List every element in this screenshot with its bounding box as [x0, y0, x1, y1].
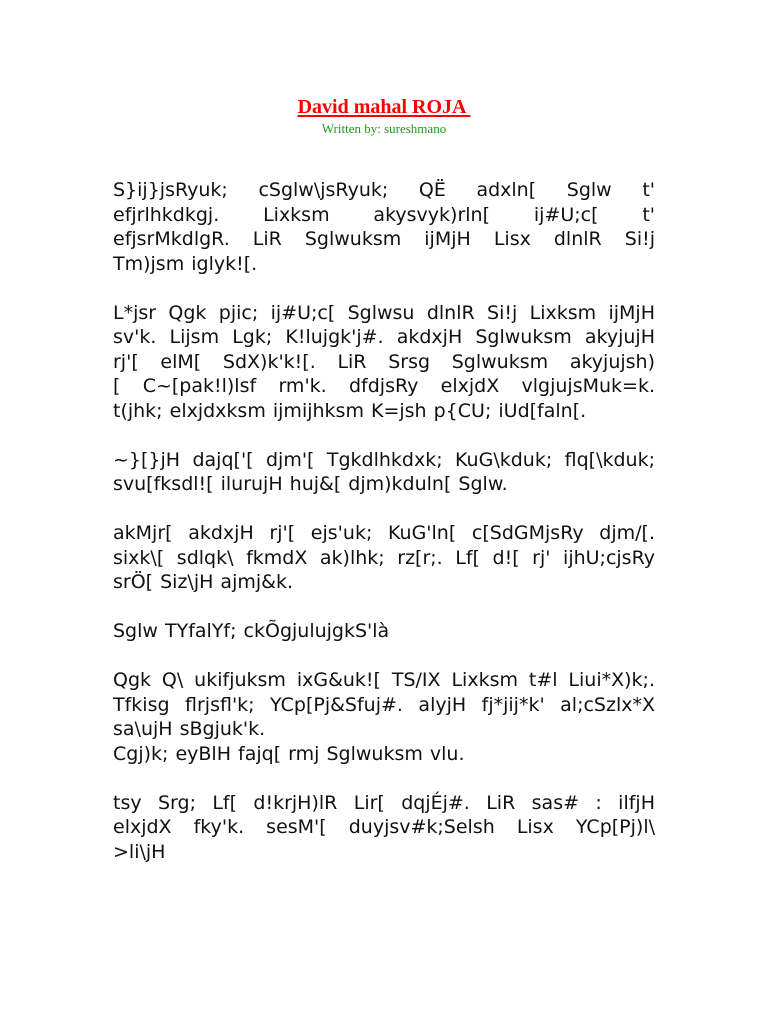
document-body: [113, 178, 655, 889]
paragraph-line: Tfkisg flrjsfl'k; YCp[Pj&Sfuj#. alyjH fj*jij*k' al;cSzlx*X: [113, 693, 655, 716]
paragraph-line: efjrlhkdkgj. Lixksm akysvyk)rln[ ij#U;c[ t': [113, 203, 655, 226]
document-title: David mahal ROJA: [297, 96, 471, 118]
paragraph-line: sv'k. Lijsm Lgk; K!lujgk'j#. akdxjH Sglwuksm akyjujH: [113, 326, 655, 348]
paragraph-line: ~}[}jH dajq['[ djm'[ Tgkdlhkdxk; KuG\kduk; flq[\kduk;: [113, 448, 655, 471]
document-subtitle: Written by: sureshmano: [321, 121, 447, 136]
paragraph-line: Qgk Q\ ukifjuksm ixG&uk![ TS/IX Lixksm t#l Liui*X)k;.: [113, 669, 655, 691]
paragraph-line: svu[fksdl![ ilurujH huj&[ djm)kduln[ Sglw.: [113, 473, 508, 495]
paragraph-2: [113, 301, 655, 424]
paragraph-line: Tm)jsm iglyk![.: [113, 252, 258, 275]
paragraph-line: [ C~[pak!l)lsf rm'k. dfdjsRy elxjdX vlgjujsMuk=k.: [113, 375, 655, 397]
paragraph-line: sixk\[ sdlqk\ fkmdX ak)lhk; rz[r;. Lf[ d![ rj' ijhU;cjsRy: [113, 546, 655, 569]
paragraph-line: Sglw TYfalYf; ckÕgjulujgkS'là: [113, 620, 390, 642]
paragraph-line: tsy Srg; Lf[ d!krjH)lR Lir[ dqjÉj#. LiR sas# : ilfjH: [113, 791, 655, 814]
paragraph-4: [113, 521, 655, 595]
paragraph-6: [113, 668, 655, 766]
paragraph-line: akMjr[ akdxjH rj'[ ejs'uk; KuG'ln[ c[SdGMjsRy djm/[.: [113, 522, 655, 544]
paragraph-7: [113, 791, 655, 865]
paragraph-line: >li\jH: [113, 840, 166, 863]
paragraph-line: sa\ujH sBgjuk'k.: [113, 718, 266, 740]
paragraph-line: elxjdX fky'k. sesM'[ duyjsv#k;Selsh Lisx YCp[Pj)l\: [113, 816, 655, 838]
paragraph-line: L*jsr Qgk pjic; ij#U;c[ Sglwsu dlnlR Si!j Lixksm ijMjH: [113, 301, 655, 324]
paragraph-line: Cgj)k; eyBlH fajq[ rmj Sglwuksm vlu.: [113, 742, 465, 765]
paragraph-line: rj'[ elM[ SdX)k'k![. LiR Srsg Sglwuksm akyjujsh): [113, 350, 655, 373]
paragraph-line: t(jhk; elxjdxksm ijmijhksm K=jsh p{CU; iUd[faln[.: [113, 399, 587, 422]
paragraph-5: [113, 619, 655, 644]
paragraph-line: efjsrMkdlgR. LiR Sglwuksm ijMjH Lisx dlnlR Si!j: [113, 228, 655, 250]
paragraph-3: [113, 448, 655, 497]
paragraph-line: S}ij}jsRyuk; cSglw\jsRyuk; QË adxln[ Sglw t': [113, 179, 655, 201]
paragraph-1: [113, 178, 655, 276]
paragraph-line: srÖ[ Siz\jH ajmj&k.: [113, 571, 294, 593]
